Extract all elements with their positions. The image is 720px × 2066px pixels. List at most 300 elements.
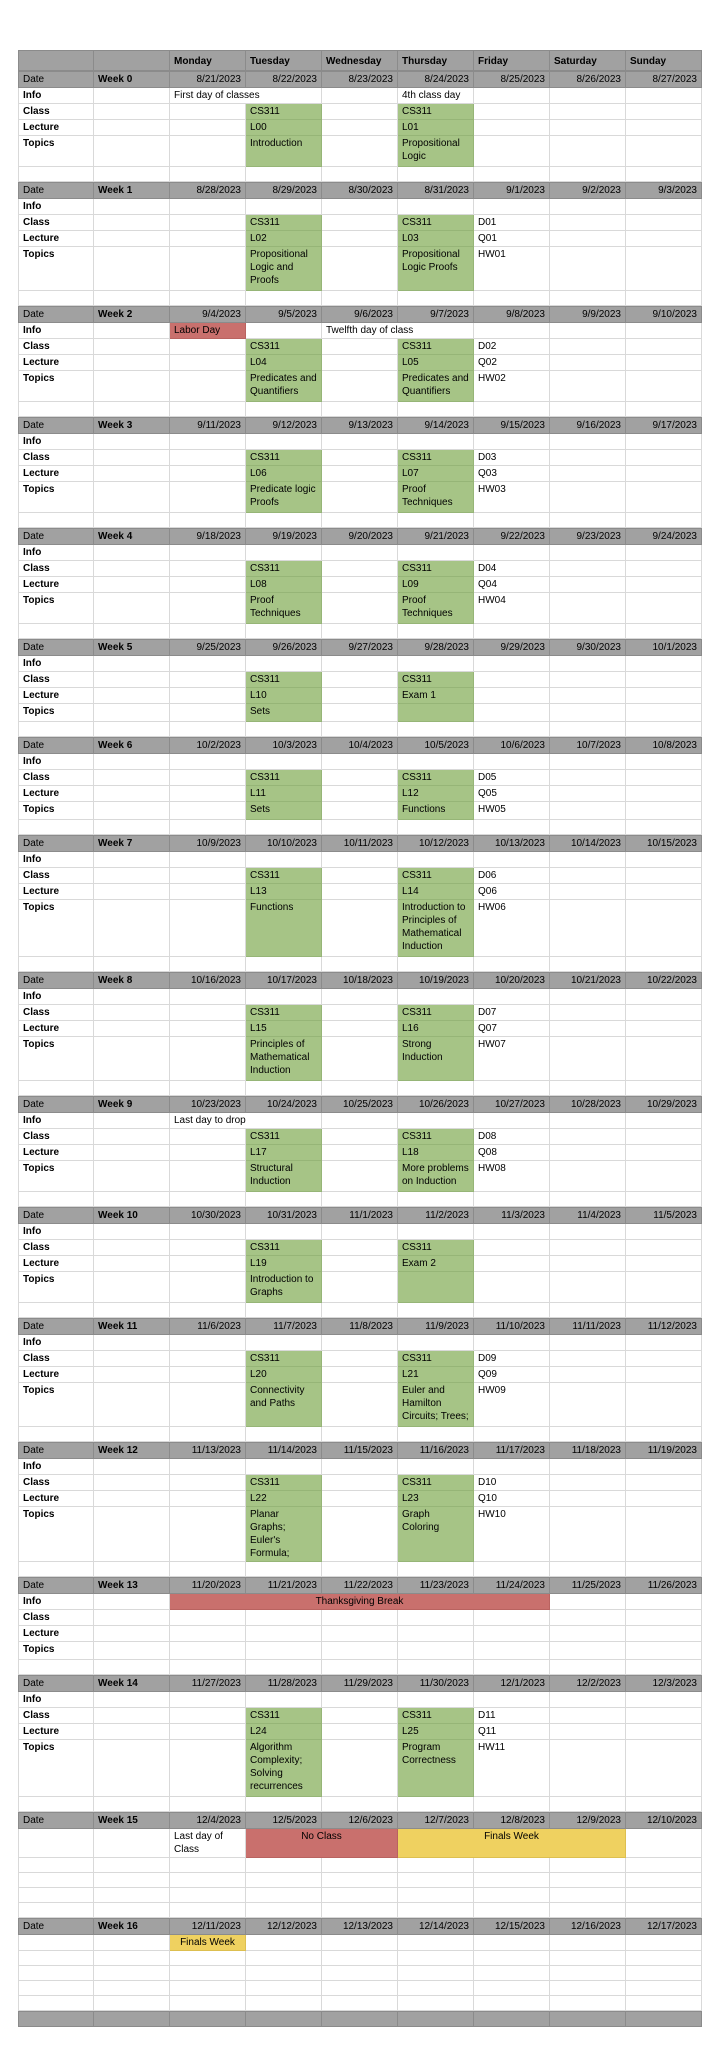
- empty-cell: [322, 868, 398, 884]
- row-topics: [18, 1383, 702, 1427]
- empty-cell: [246, 820, 322, 835]
- empty-cell: [626, 820, 702, 835]
- empty-cell: [474, 820, 550, 835]
- empty-cell: [170, 989, 246, 1005]
- empty-cell: [474, 1610, 550, 1626]
- date-cell: 9/1/2023: [474, 183, 550, 199]
- empty-cell: [322, 561, 398, 577]
- lecture-cell: L04: [246, 355, 322, 371]
- lecture-cell: L25: [398, 1724, 474, 1740]
- empty-cell: [474, 120, 550, 136]
- week-col-cell: [94, 199, 170, 215]
- week-col-cell: [94, 688, 170, 704]
- lecture-cell: L05: [398, 355, 474, 371]
- empty-cell: [170, 1081, 246, 1096]
- row-topics: [18, 802, 702, 820]
- date-cell: 10/2/2023: [170, 738, 246, 754]
- empty-cell: [398, 1660, 474, 1675]
- empty-cell: [18, 1660, 94, 1675]
- week-col-cell: [94, 884, 170, 900]
- empty-cell: [18, 513, 94, 528]
- row-label: [18, 1858, 94, 1873]
- date-cell: 12/2/2023: [550, 1676, 626, 1692]
- date-cell: 12/9/2023: [550, 1813, 626, 1829]
- empty-cell: [550, 1367, 626, 1383]
- date-cell: 8/23/2023: [322, 72, 398, 88]
- date-cell: 11/25/2023: [550, 1578, 626, 1594]
- week-col-cell: [94, 704, 170, 722]
- empty-cell: [170, 1037, 246, 1081]
- empty-cell: [398, 167, 474, 182]
- empty-cell: [550, 482, 626, 513]
- row-class: [18, 1129, 702, 1145]
- date-cell: 10/12/2023: [398, 836, 474, 852]
- week-date-row: [18, 639, 702, 656]
- empty-cell: [474, 1192, 550, 1207]
- empty-cell: [94, 820, 170, 835]
- row-label: Class: [18, 1240, 94, 1256]
- row-topics: [18, 1642, 702, 1660]
- empty-cell: [626, 482, 702, 513]
- empty-cell: [626, 1145, 702, 1161]
- empty-cell: [322, 593, 398, 624]
- date-cell: 10/5/2023: [398, 738, 474, 754]
- topics-cell: Connectivity and Paths: [246, 1383, 322, 1427]
- empty-cell: [626, 1692, 702, 1708]
- info-cell: Twelfth day of class: [322, 323, 474, 339]
- row-lecture: [18, 577, 702, 593]
- empty-cell: [550, 291, 626, 306]
- empty-cell: [94, 1081, 170, 1096]
- empty-cell: [170, 624, 246, 639]
- unlabeled-row: [18, 1829, 702, 1858]
- empty-cell: [626, 167, 702, 182]
- lecture-cell: Exam 2: [398, 1256, 474, 1272]
- date-row-label: Date: [18, 1443, 94, 1459]
- class-cell: CS311: [246, 672, 322, 688]
- empty-cell: [246, 1981, 322, 1996]
- empty-cell: [94, 1562, 170, 1577]
- date-cell: 10/31/2023: [246, 1208, 322, 1224]
- empty-cell: [170, 1303, 246, 1318]
- empty-cell: [170, 656, 246, 672]
- empty-cell: [474, 1873, 550, 1888]
- row-info: [18, 1459, 702, 1475]
- spacer-row: [18, 1797, 702, 1812]
- empty-cell: [246, 545, 322, 561]
- unlabeled-row: [18, 1935, 702, 1951]
- date-cell: 10/18/2023: [322, 973, 398, 989]
- row-label: Class: [18, 672, 94, 688]
- week-col-cell: [94, 1642, 170, 1660]
- empty-cell: [94, 291, 170, 306]
- row-label: Lecture: [18, 1021, 94, 1037]
- week-col-cell: [94, 1383, 170, 1427]
- week-date-row: [18, 1577, 702, 1594]
- empty-cell: [626, 1475, 702, 1491]
- row-topics: [18, 247, 702, 291]
- empty-cell: [398, 1610, 474, 1626]
- empty-cell: [550, 1594, 626, 1610]
- class-cell: CS311: [246, 215, 322, 231]
- empty-cell: [626, 1081, 702, 1096]
- row-lecture: [18, 1256, 702, 1272]
- empty-cell: [170, 1427, 246, 1442]
- row-label: Info: [18, 545, 94, 561]
- info-cell: 4th class day: [398, 88, 474, 104]
- empty-cell: [170, 1562, 246, 1577]
- row-info: [18, 656, 702, 672]
- empty-cell: [398, 1224, 474, 1240]
- class-cell: CS311: [398, 1351, 474, 1367]
- lecture-cell: Q05: [474, 786, 550, 802]
- empty-cell: [474, 1935, 550, 1951]
- empty-cell: [550, 1797, 626, 1812]
- class-cell: CS311: [398, 1005, 474, 1021]
- topics-cell: Sets: [246, 802, 322, 820]
- empty-cell: [170, 1740, 246, 1797]
- date-cell: 9/20/2023: [322, 529, 398, 545]
- row-label: [18, 1829, 94, 1858]
- empty-cell: [170, 770, 246, 786]
- empty-cell: [322, 247, 398, 291]
- empty-cell: [322, 1692, 398, 1708]
- empty-cell: [170, 1383, 246, 1427]
- empty-cell: [322, 199, 398, 215]
- empty-cell: [474, 1303, 550, 1318]
- date-cell: 11/10/2023: [474, 1319, 550, 1335]
- empty-cell: [550, 1491, 626, 1507]
- row-label: Lecture: [18, 577, 94, 593]
- info-cell: Last day to drop: [170, 1113, 322, 1129]
- empty-cell: [626, 1351, 702, 1367]
- empty-cell: [474, 88, 550, 104]
- empty-cell: [94, 1192, 170, 1207]
- empty-cell: [170, 231, 246, 247]
- week-col-cell: [94, 593, 170, 624]
- week-col-cell: [94, 1005, 170, 1021]
- date-cell: 11/4/2023: [550, 1208, 626, 1224]
- lecture-cell: L16: [398, 1021, 474, 1037]
- unlabeled-row: [18, 1858, 702, 1873]
- empty-cell: [550, 167, 626, 182]
- spacer-row: [18, 1192, 702, 1207]
- empty-cell: [550, 1427, 626, 1442]
- empty-cell: [474, 722, 550, 737]
- row-label: Class: [18, 339, 94, 355]
- week-label: Week 7: [94, 836, 170, 852]
- topics-cell: Introduction to Graphs: [246, 1272, 322, 1303]
- empty-cell: [170, 104, 246, 120]
- date-cell: 11/22/2023: [322, 1578, 398, 1594]
- class-cell: CS311: [246, 1708, 322, 1724]
- empty-cell: [626, 339, 702, 355]
- empty-cell: [246, 167, 322, 182]
- empty-cell: [550, 1996, 626, 2011]
- empty-cell: [398, 852, 474, 868]
- empty-cell: [322, 450, 398, 466]
- empty-cell: [170, 1708, 246, 1724]
- empty-cell: [550, 1037, 626, 1081]
- empty-cell: [550, 820, 626, 835]
- lecture-cell: Q11: [474, 1724, 550, 1740]
- week-col-cell: [94, 231, 170, 247]
- empty-cell: [246, 402, 322, 417]
- date-cell: 9/13/2023: [322, 418, 398, 434]
- week-col-cell: [94, 1351, 170, 1367]
- class-cell: CS311: [246, 1475, 322, 1491]
- week-col-cell: [94, 450, 170, 466]
- empty-cell: [322, 1475, 398, 1491]
- lecture-cell: L01: [398, 120, 474, 136]
- empty-cell: [322, 104, 398, 120]
- spacer-row: [18, 1660, 702, 1675]
- empty-cell: [398, 1873, 474, 1888]
- empty-cell: [170, 868, 246, 884]
- empty-cell: [246, 1427, 322, 1442]
- row-info: [18, 1594, 702, 1610]
- lecture-cell: L22: [246, 1491, 322, 1507]
- empty-cell: [474, 136, 550, 167]
- empty-cell: [626, 688, 702, 704]
- class-cell: CS311: [398, 215, 474, 231]
- row-label: Info: [18, 754, 94, 770]
- date-row-label: Date: [18, 1676, 94, 1692]
- class-cell: D07: [474, 1005, 550, 1021]
- lecture-cell: L20: [246, 1367, 322, 1383]
- topics-cell: [398, 1272, 474, 1303]
- lecture-cell: L00: [246, 120, 322, 136]
- empty-cell: [474, 1240, 550, 1256]
- empty-cell: [550, 513, 626, 528]
- empty-cell: [322, 215, 398, 231]
- empty-cell: [398, 1858, 474, 1873]
- empty-cell: [626, 1192, 702, 1207]
- empty-cell: [398, 754, 474, 770]
- row-label: Info: [18, 852, 94, 868]
- row-class: [18, 1240, 702, 1256]
- empty-cell: [322, 1873, 398, 1888]
- date-row-label: Date: [18, 1813, 94, 1829]
- date-cell: 10/29/2023: [626, 1097, 702, 1113]
- empty-cell: [626, 1240, 702, 1256]
- row-lecture: [18, 1724, 702, 1740]
- date-cell: 10/22/2023: [626, 973, 702, 989]
- empty-cell: [398, 1996, 474, 2011]
- empty-cell: [18, 291, 94, 306]
- row-lecture: [18, 1626, 702, 1642]
- week-col-cell: [94, 1145, 170, 1161]
- unlabeled-row: [18, 1888, 702, 1903]
- empty-cell: [246, 1224, 322, 1240]
- row-class: [18, 561, 702, 577]
- empty-cell: [550, 900, 626, 957]
- class-cell: CS311: [398, 104, 474, 120]
- empty-cell: [322, 1161, 398, 1192]
- date-cell: 11/3/2023: [474, 1208, 550, 1224]
- date-cell: 12/8/2023: [474, 1813, 550, 1829]
- class-cell: D01: [474, 215, 550, 231]
- row-label: Info: [18, 1594, 94, 1610]
- day-header: Saturday: [550, 51, 626, 71]
- day-header: Monday: [170, 51, 246, 71]
- empty-cell: [322, 786, 398, 802]
- empty-cell: [626, 88, 702, 104]
- row-info: [18, 545, 702, 561]
- empty-cell: [626, 1129, 702, 1145]
- date-row-label: Date: [18, 418, 94, 434]
- empty-cell: [170, 1873, 246, 1888]
- empty-cell: [550, 561, 626, 577]
- lecture-cell: L13: [246, 884, 322, 900]
- date-cell: 9/5/2023: [246, 307, 322, 323]
- week-col-cell: [94, 355, 170, 371]
- empty-cell: [322, 1037, 398, 1081]
- empty-cell: [626, 1256, 702, 1272]
- empty-cell: [626, 1642, 702, 1660]
- row-topics: [18, 136, 702, 167]
- empty-cell: [626, 561, 702, 577]
- empty-cell: [94, 167, 170, 182]
- class-cell: D08: [474, 1129, 550, 1145]
- date-cell: 11/23/2023: [398, 1578, 474, 1594]
- empty-cell: [550, 624, 626, 639]
- week-col-cell: [94, 1335, 170, 1351]
- empty-cell: [18, 1903, 94, 1918]
- empty-cell: [398, 624, 474, 639]
- empty-cell: [246, 1335, 322, 1351]
- empty-cell: [170, 577, 246, 593]
- empty-cell: [398, 1966, 474, 1981]
- day-header: Sunday: [626, 51, 702, 71]
- date-cell: 10/13/2023: [474, 836, 550, 852]
- gray-bar-cell: [18, 2012, 94, 2027]
- empty-cell: [474, 1272, 550, 1303]
- empty-cell: [322, 545, 398, 561]
- date-cell: 11/2/2023: [398, 1208, 474, 1224]
- date-cell: 11/12/2023: [626, 1319, 702, 1335]
- empty-cell: [170, 561, 246, 577]
- empty-cell: [18, 820, 94, 835]
- empty-cell: [474, 1459, 550, 1475]
- date-cell: 8/22/2023: [246, 72, 322, 88]
- empty-cell: [626, 466, 702, 482]
- week-col-cell: [94, 1459, 170, 1475]
- empty-cell: [398, 656, 474, 672]
- class-cell: CS311: [246, 339, 322, 355]
- date-row-label: Date: [18, 836, 94, 852]
- date-cell: 11/8/2023: [322, 1319, 398, 1335]
- row-class: [18, 1708, 702, 1724]
- row-label: Topics: [18, 704, 94, 722]
- row-label: Lecture: [18, 231, 94, 247]
- week-date-row: [18, 71, 702, 88]
- empty-cell: [246, 656, 322, 672]
- empty-cell: [322, 1129, 398, 1145]
- row-label: Topics: [18, 136, 94, 167]
- date-cell: 11/21/2023: [246, 1578, 322, 1594]
- empty-cell: [626, 672, 702, 688]
- empty-cell: [322, 989, 398, 1005]
- empty-cell: [322, 1981, 398, 1996]
- empty-cell: [322, 1626, 398, 1642]
- row-info: [18, 1113, 702, 1129]
- row-label: Lecture: [18, 120, 94, 136]
- empty-cell: [170, 199, 246, 215]
- date-cell: 12/15/2023: [474, 1919, 550, 1935]
- empty-cell: [170, 355, 246, 371]
- topics-cell: HW03: [474, 482, 550, 513]
- row-class: [18, 868, 702, 884]
- empty-cell: [626, 1858, 702, 1873]
- row-topics: [18, 482, 702, 513]
- row-lecture: [18, 231, 702, 247]
- empty-cell: [474, 852, 550, 868]
- date-cell: 11/1/2023: [322, 1208, 398, 1224]
- row-class: [18, 339, 702, 355]
- empty-cell: [246, 852, 322, 868]
- week-col-cell: [94, 215, 170, 231]
- date-cell: 10/9/2023: [170, 836, 246, 852]
- empty-cell: [246, 1951, 322, 1966]
- date-cell: 8/29/2023: [246, 183, 322, 199]
- week-col-cell: [94, 900, 170, 957]
- empty-cell: [322, 820, 398, 835]
- empty-cell: [550, 120, 626, 136]
- corner-cell: [18, 51, 94, 71]
- empty-cell: [322, 770, 398, 786]
- class-cell: CS311: [246, 1240, 322, 1256]
- empty-cell: [550, 247, 626, 291]
- empty-cell: [322, 1642, 398, 1660]
- row-class: [18, 672, 702, 688]
- empty-cell: [170, 167, 246, 182]
- week-col-cell: [94, 1740, 170, 1797]
- empty-cell: [550, 136, 626, 167]
- empty-cell: [170, 1797, 246, 1812]
- week-label: Week 16: [94, 1919, 170, 1935]
- date-cell: 10/3/2023: [246, 738, 322, 754]
- empty-cell: [322, 291, 398, 306]
- topics-cell: HW10: [474, 1507, 550, 1562]
- date-cell: 12/4/2023: [170, 1813, 246, 1829]
- empty-cell: [550, 1951, 626, 1966]
- empty-cell: [398, 1427, 474, 1442]
- empty-cell: [170, 884, 246, 900]
- empty-cell: [94, 722, 170, 737]
- week-col-cell: [94, 1692, 170, 1708]
- date-cell: 9/17/2023: [626, 418, 702, 434]
- class-cell: CS311: [246, 868, 322, 884]
- empty-cell: [246, 199, 322, 215]
- week-col-cell: [94, 434, 170, 450]
- empty-cell: [18, 1081, 94, 1096]
- date-cell: 9/14/2023: [398, 418, 474, 434]
- empty-cell: [170, 1256, 246, 1272]
- week-col-cell: [94, 466, 170, 482]
- empty-cell: [322, 672, 398, 688]
- lecture-cell: L03: [398, 231, 474, 247]
- empty-cell: [170, 802, 246, 820]
- spacer-row: [18, 291, 702, 306]
- empty-cell: [170, 120, 246, 136]
- date-cell: 10/21/2023: [550, 973, 626, 989]
- lecture-cell: Q08: [474, 1145, 550, 1161]
- empty-cell: [322, 339, 398, 355]
- empty-cell: [170, 1660, 246, 1675]
- row-label: Info: [18, 1335, 94, 1351]
- empty-cell: [474, 754, 550, 770]
